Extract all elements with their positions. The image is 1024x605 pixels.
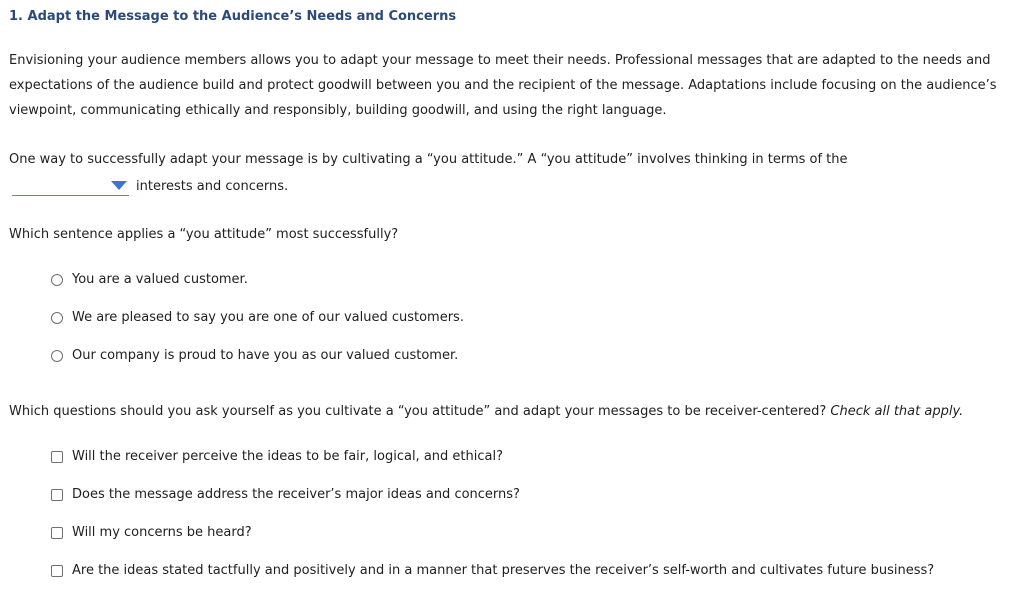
radio-button[interactable] (51, 312, 63, 324)
question-1-prompt: Which sentence applies a “you attitude” most successfully? (9, 227, 399, 242)
question-2-option-2[interactable] (51, 487, 520, 502)
question-2-option-1[interactable] (51, 449, 503, 464)
option-label: We are pleased to say you are one of our valued customers. (72, 310, 464, 325)
question-2-prompt (9, 404, 963, 419)
question-2-option-3[interactable] (51, 525, 252, 540)
option-label: Our company is proud to have you as our valued customer. (72, 348, 459, 363)
option-label: You are a valued customer. (72, 272, 248, 287)
question-2-text: Which questions should you ask yourself as you cultivate a “you attitude” and adapt your messages to be receiver-centered? (9, 404, 827, 419)
you-attitude-sentence-end: interests and concerns. (136, 178, 289, 194)
chevron-down-icon (111, 181, 127, 190)
question-2-hint: Check all that apply. (830, 404, 964, 419)
you-attitude-blank-row (12, 176, 288, 196)
question-1-option-3[interactable] (51, 348, 458, 363)
question-1-option-2[interactable] (51, 310, 464, 325)
checkbox[interactable] (51, 451, 63, 463)
checkbox[interactable] (51, 527, 63, 539)
question-2-option-4[interactable] (51, 563, 934, 578)
radio-button[interactable] (51, 350, 63, 362)
section-heading: 1. Adapt the Message to the Audience’s Needs and Concerns (9, 9, 457, 24)
radio-button[interactable] (51, 274, 63, 286)
option-label: Will the receiver perceive the ideas to be fair, logical, and ethical? (72, 449, 503, 464)
intro-paragraph: Envisioning your audience members allows you to adapt your message to meet their needs. Professional messages that are adapted to the needs and expectations of the audience build and protect goodwill between you and the recipient of the message. Adaptations include focusing on the audience’s viewpoint, communicating ethically and responsibly, building goodwill, and using the right language. (9, 53, 997, 118)
you-attitude-sentence-start: One way to successfully adapt your message is by cultivating a “you attitude.” A “you attitude” involves thinking in terms of the (9, 152, 848, 167)
option-label: Are the ideas stated tactfully and positively and in a manner that preserves the receiver’s self-worth and cultivates future business? (72, 563, 935, 578)
you-attitude-dropdown[interactable] (12, 176, 129, 196)
option-label: Will my concerns be heard? (72, 525, 252, 540)
checkbox[interactable] (51, 565, 63, 577)
question-1-option-1[interactable] (51, 272, 248, 287)
checkbox[interactable] (51, 489, 63, 501)
option-label: Does the message address the receiver’s major ideas and concerns? (72, 487, 520, 502)
